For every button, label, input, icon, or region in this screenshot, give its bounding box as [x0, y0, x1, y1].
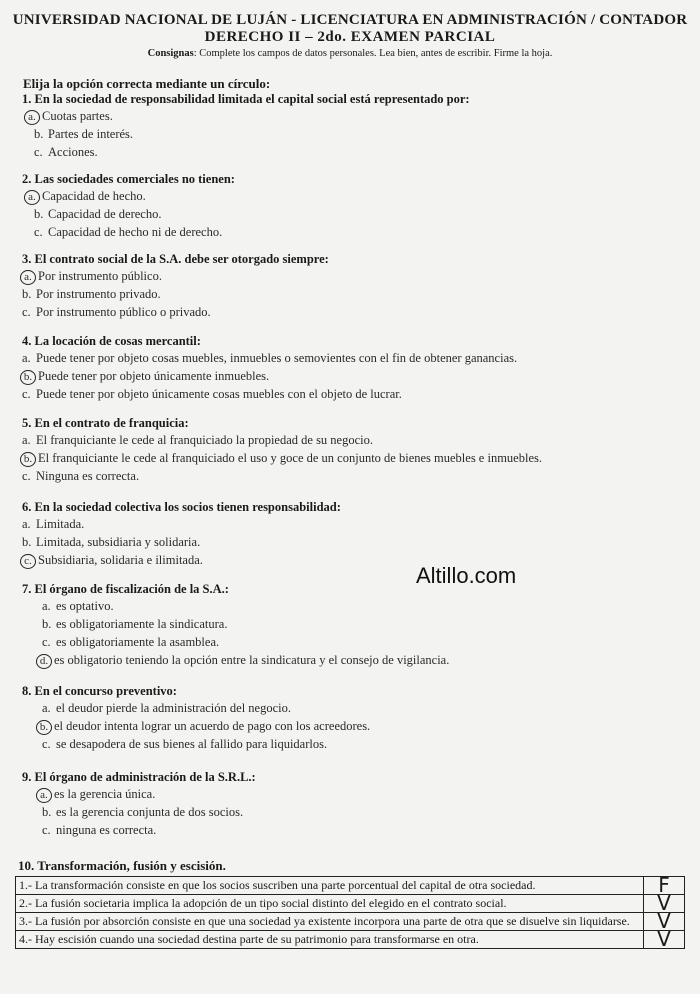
- option-a: a. Por instrumento público.: [22, 267, 329, 285]
- true-false-table: [15, 873, 685, 951]
- option-a: a. es la gerencia única.: [22, 785, 256, 803]
- statement: 3.- La fusión por absorción consiste en que una sociedad ya existente incorpora una parte de otra que se disuelve sin liquidarse.: [16, 913, 644, 931]
- option-d: d. es obligatorio teniendo la opción entre la sindicatura y el consejo de vigilancia.: [22, 651, 449, 669]
- option-c: c. Subsidiaria, solidaria e ilimitada.: [22, 551, 341, 569]
- question-title: 7. El órgano de fiscalización de la S.A.:: [22, 582, 229, 596]
- question-2: [22, 172, 235, 241]
- option-c: c. Por instrumento público o privado.: [22, 305, 211, 319]
- question-8: [22, 684, 370, 753]
- question-title: 4. La locación de cosas mercantil:: [22, 334, 201, 348]
- question-1: [22, 92, 470, 161]
- consignas-label: Consignas: [147, 48, 194, 59]
- question-10-title: 10. Transformación, fusión y escisión.: [18, 858, 226, 873]
- consignas-line: [0, 48, 700, 59]
- question-title: 1. En la sociedad de responsabilidad limitada el capital social está representado por:: [22, 92, 470, 106]
- question-title: 5. En el contrato de franquicia:: [22, 416, 189, 430]
- question-title: 6. En la sociedad colectiva los socios tienen responsabilidad:: [22, 500, 341, 514]
- option-b: b. es la gerencia conjunta de dos socios.: [42, 805, 244, 819]
- option-a: a. Capacidad de hecho.: [22, 187, 235, 205]
- option-a: a. Cuotas partes.: [22, 107, 470, 125]
- table-row: [16, 895, 685, 913]
- question-7: [22, 582, 449, 669]
- option-b: b. Partes de interés.: [34, 127, 134, 141]
- option-c: c. Acciones.: [34, 145, 98, 159]
- question-9: [22, 770, 256, 839]
- table-row: [16, 877, 685, 895]
- statement: 1.- La transformación consiste en que los socios suscriben una parte porcentual del capital de otra sociedad.: [16, 877, 644, 895]
- question-title: 9. El órgano de administración de la S.R.L.:: [22, 770, 256, 784]
- option-b: b. es obligatoriamente la sindicatura.: [42, 617, 228, 631]
- question-title: 3. El contrato social de la S.A. debe ser otorgado siempre:: [22, 252, 329, 266]
- option-a: a. Limitada.: [22, 517, 85, 531]
- university-title: UNIVERSIDAD NACIONAL DE LUJÁN - LICENCIATURA EN ADMINISTRACIÓN / CONTADOR: [12, 12, 688, 28]
- question-title: 2. Las sociedades comerciales no tienen:: [22, 172, 235, 186]
- option-b: b. Puede tener por objeto únicamente inmuebles.: [22, 367, 517, 385]
- option-c: c. Capacidad de hecho ni de derecho.: [34, 225, 223, 239]
- option-b: b. Capacidad de derecho.: [34, 207, 162, 221]
- option-a: a. es optativo.: [42, 599, 114, 613]
- option-a: a. El franquiciante le cede al franquiciado la propiedad de su negocio.: [22, 433, 374, 447]
- question-3: [22, 252, 329, 321]
- question-6: [22, 500, 341, 569]
- statement: 4.- Hay escisión cuando una sociedad destina parte de su patrimonio para transformarse en otra.: [16, 931, 644, 949]
- statement: 2.- La fusión societaria implica la adopción de un tipo social distinto del elegido en el contrato social.: [16, 895, 644, 913]
- option-b: b. Por instrumento privado.: [22, 287, 161, 301]
- answer-cell: V: [644, 895, 685, 913]
- option-b: b. el deudor intenta lograr un acuerdo de pago con los acreedores.: [22, 717, 370, 735]
- option-b: b. El franquiciante le cede al franquiciado el uso y goce de un conjunto de bienes muebles e inmuebles.: [22, 449, 542, 467]
- option-a: a. Puede tener por objeto cosas muebles, inmuebles o semovientes con el fin de obtener ganancias.: [22, 351, 518, 365]
- option-c: c. Ninguna es correcta.: [22, 469, 140, 483]
- question-title: 8. En el concurso preventivo:: [22, 684, 177, 698]
- option-a: a. el deudor pierde la administración del negocio.: [42, 701, 291, 715]
- option-c: c. Puede tener por objeto únicamente cosas muebles con el objeto de lucrar.: [22, 387, 402, 401]
- exam-title: DERECHO II – 2do. EXAMEN PARCIAL: [204, 29, 496, 45]
- table-row: [16, 931, 685, 949]
- consignas-text: : Complete los campos de datos personales. Lea bien, antes de escribir. Firme la hoja.: [193, 48, 553, 59]
- option-c: c. es obligatoriamente la asamblea.: [42, 635, 220, 649]
- question-5: [22, 416, 542, 485]
- option-c: c. se desapodera de sus bienes al fallido para liquidarlos.: [42, 737, 328, 751]
- question-4: [22, 334, 517, 403]
- watermark: Altillo.com: [416, 563, 517, 588]
- table-row: [16, 913, 685, 931]
- instruction: Elija la opción correcta mediante un círculo:: [23, 76, 271, 91]
- answer-cell: F: [644, 877, 685, 895]
- option-c: c. ninguna es correcta.: [42, 823, 157, 837]
- answer-cell: V: [644, 913, 685, 931]
- answer-cell: V: [644, 931, 685, 949]
- option-b: b. Limitada, subsidiaria y solidaria.: [22, 535, 201, 549]
